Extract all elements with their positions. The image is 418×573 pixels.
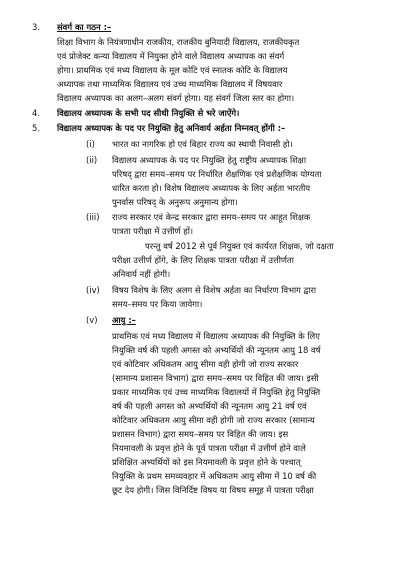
section-5-number: 5. bbox=[32, 123, 40, 133]
item-number: (i) bbox=[86, 139, 95, 149]
item-line: भारत का नागरिक हो एवं बिहार राज्य का स्थायी निवासी हो। bbox=[112, 139, 293, 149]
item-number: (v) bbox=[86, 315, 98, 325]
age-line: नियुक्ति वर्ष की पहली अगस्त को अभ्यर्थियों की न्यूनतम आयु 18 वर्ष bbox=[112, 345, 321, 355]
proviso-line: अनिवार्य नहीं होगी। bbox=[112, 269, 171, 279]
proviso-line: परीक्षा उत्तीर्ण होंगे, के लिए शिक्षक पात्रता परीक्षा में उत्तीर्णता bbox=[112, 255, 294, 265]
item-line: राज्य सरकार एवं केन्द्र सरकार द्वारा समय–समय पर आहूत शिक्षक bbox=[112, 212, 311, 222]
item-number: (iv) bbox=[86, 285, 100, 295]
section-3-heading: संवर्ग का गठन :– bbox=[57, 22, 112, 32]
section-3-line: अध्यापक तथा माध्यमिक विद्यालय एवं उच्च माध्यमिक विद्यालय में विषयवार bbox=[57, 79, 283, 89]
age-line: नियमावली के प्रवृत्त होने के पूर्व पात्रता परीक्षा में उत्तीर्ण होने वाले bbox=[112, 443, 306, 453]
item-line: पात्रता परीक्षा में उत्तीर्ण हों। bbox=[112, 226, 194, 236]
item-line: परिषद् द्वारा समय–समय पर निर्धारित शैक्षणिक एवं प्रशैक्षणिक योग्यता bbox=[112, 169, 322, 179]
age-line: एवं कोटिवार अधिकतम आयु सीमा वही होगी जो राज्य सरकार bbox=[112, 359, 299, 369]
age-line: प्रकार माध्यमिक एवं उच्च माध्यमिक विद्यालयों में नियुक्ति हेतु नियुक्ति bbox=[112, 387, 321, 397]
item-line: विद्यालय अध्यापक के पद पर नियुक्ति हेतु राष्ट्रीय अध्यापक शिक्षा bbox=[112, 155, 306, 165]
section-3-line: शिक्षा विभाग के नियंत्रणाधीन राजकीय, राजकीय बुनियादी विद्यालय, राजकीयकृत bbox=[57, 37, 300, 47]
proviso-line: परन्तु वर्ष 2012 से पूर्व नियुक्त एवं कार्यरत शिक्षक, जो दक्षता bbox=[145, 241, 334, 251]
age-heading: आयु :– bbox=[112, 315, 136, 325]
item-number: (iii) bbox=[86, 212, 100, 222]
age-line: प्रशासन विभाग) द्वारा समय–समय पर विहित की जाय। इस bbox=[112, 429, 289, 439]
section-3-line: विद्यालय अध्यापक का अलग–अलग संवर्ग होगा। यह संवर्ग जिला स्तर का होगा। bbox=[57, 93, 295, 103]
age-line: छूट देय होगी। जिस विनिर्दिष्ट विषय या विषय समूह में पात्रता परीक्षा bbox=[112, 485, 314, 495]
item-line: समय–समय पर किया जायेगा। bbox=[112, 299, 203, 309]
item-line: विषय विशेष के लिए अलग से विशेष अर्हता का निर्धारण विभाग द्वारा bbox=[112, 285, 317, 295]
section-4-number: 4. bbox=[32, 108, 40, 118]
age-line: कोटिवार अधिकतम आयु सीमा वही होगी जो राज्य सरकार (सामान्य bbox=[112, 415, 315, 425]
age-line: नियुक्ति के प्रथम समव्यवहार में अधिकतम आयु सीमा में 10 वर्ष की bbox=[112, 471, 317, 481]
section-3-line: होगा। प्राथमिक एवं मध्य विद्यालय के मूल कोटि एवं स्नातक कोटि के विद्यालय bbox=[57, 65, 288, 75]
item-line: धारित करता हो। विशेष विद्यालय अध्यापक के लिए अर्हता भारतीय bbox=[112, 183, 311, 193]
age-line: (सामान्य प्रशासन विभाग) द्वारा समय–समय पर विहित की जाय। इसी bbox=[112, 373, 319, 383]
age-line: प्राथमिक एवं मध्य विद्यालय में विद्यालय अध्यापक की नियुक्ति के लिए bbox=[112, 331, 320, 341]
section-4-heading: विद्यालय अध्यापक के सभी पद सीधी नियुक्ति से भरे जाऐंगे। bbox=[57, 108, 240, 118]
section-5-heading: विद्यालय अध्यापक के पद पर नियुक्ति हेतु अनिवार्य अर्हता निम्नवत् होंगी :– bbox=[57, 123, 286, 133]
age-line: वर्ष की पहली अगस्त को अभ्यर्थियों की न्यूनतम आयु 21 वर्ष एवं bbox=[112, 401, 307, 411]
section-3-number: 3. bbox=[32, 22, 40, 32]
age-line: प्रशिक्षित अभ्यर्थियों को इस नियमावली के प्रवृत्त होने के पश्चात् bbox=[112, 457, 301, 467]
section-3-line: एवं प्रोजेक्ट कन्या विद्यालय में नियुक्त होने वाले विद्यालय अध्यापक का संवर्ग bbox=[57, 51, 285, 61]
item-line: पुनर्वास परिषद् के अनुरूप अनुमान्य होगा। bbox=[112, 197, 238, 207]
item-number: (ii) bbox=[86, 155, 98, 165]
